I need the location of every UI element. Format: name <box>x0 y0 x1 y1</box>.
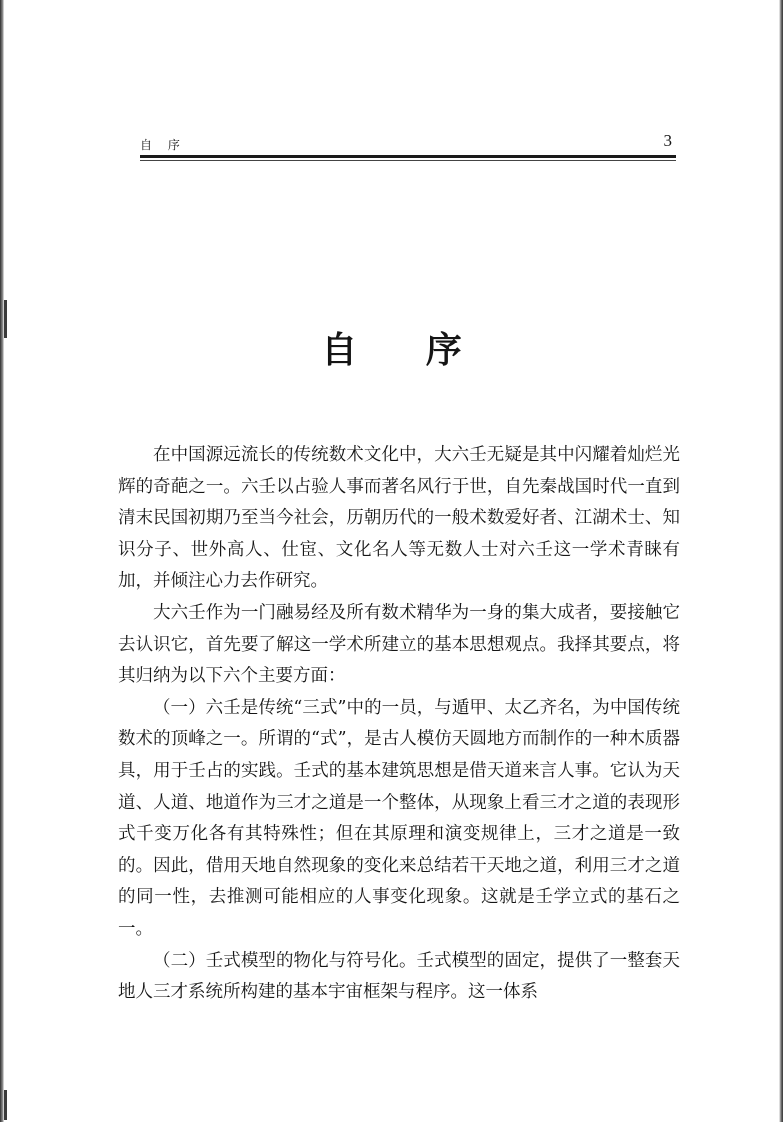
page-number: 3 <box>663 131 672 150</box>
header-rule-thin <box>140 160 676 161</box>
header-rule-thick <box>140 155 676 158</box>
body-text <box>118 440 680 1009</box>
chapter-title: 自 序 <box>321 329 490 371</box>
scan-edge-left <box>0 0 4 1122</box>
paragraph: 在中国源远流长的传统数术文化中，大六壬无疑是其中闪耀着灿烂光辉的奇葩之一。六壬以占验人事而著名风行于世，自先秦战国时代一直到清末民国初期乃至当今社会，历朝历代的一般术数爱好者、江湖术士、知识分子、世外高人、仕宦、文化名人等无数人士对六壬这一学术青睐有加，并倾注心力去作研究。 <box>118 445 680 592</box>
scan-mark <box>4 1090 7 1120</box>
paragraph: （一）六壬是传统“三式”中的一员，与遁甲、太乙齐名，为中国传统数术的顶峰之一。所谓的“式”，是古人模仿天圆地方而制作的一种木质器具，用于壬占的实践。壬式的基本建筑思想是借天道来言人事。它认为天道、人道、地道作为三才之道是一个整体，从现象上看三才之道的表现形式千变万化各有其特殊性；但在其原理和演变规律上，三才之道是一致的。因此，借用天地自然现象的变化来总结若干天地之道，利用三才之道的同一性，去推测可能相应的人事变化现象。这就是壬学立式的基石之一。 <box>118 697 680 939</box>
paragraph: （二）壬式模型的物化与符号化。壬式模型的固定，提供了一整套天地人三才系统所构建的基本宇宙框架与程序。这一体系 <box>118 950 680 1003</box>
scan-edge-right <box>779 0 783 1122</box>
paragraph: 大六壬作为一门融易经及所有数术精华为一身的集大成者，要接触它去认识它，首先要了解这一学术所建立的基本思想观点。我择其要点，将其归纳为以下六个主要方面： <box>118 602 680 687</box>
running-head <box>140 131 676 154</box>
running-head-title: 自 序 <box>140 138 186 152</box>
